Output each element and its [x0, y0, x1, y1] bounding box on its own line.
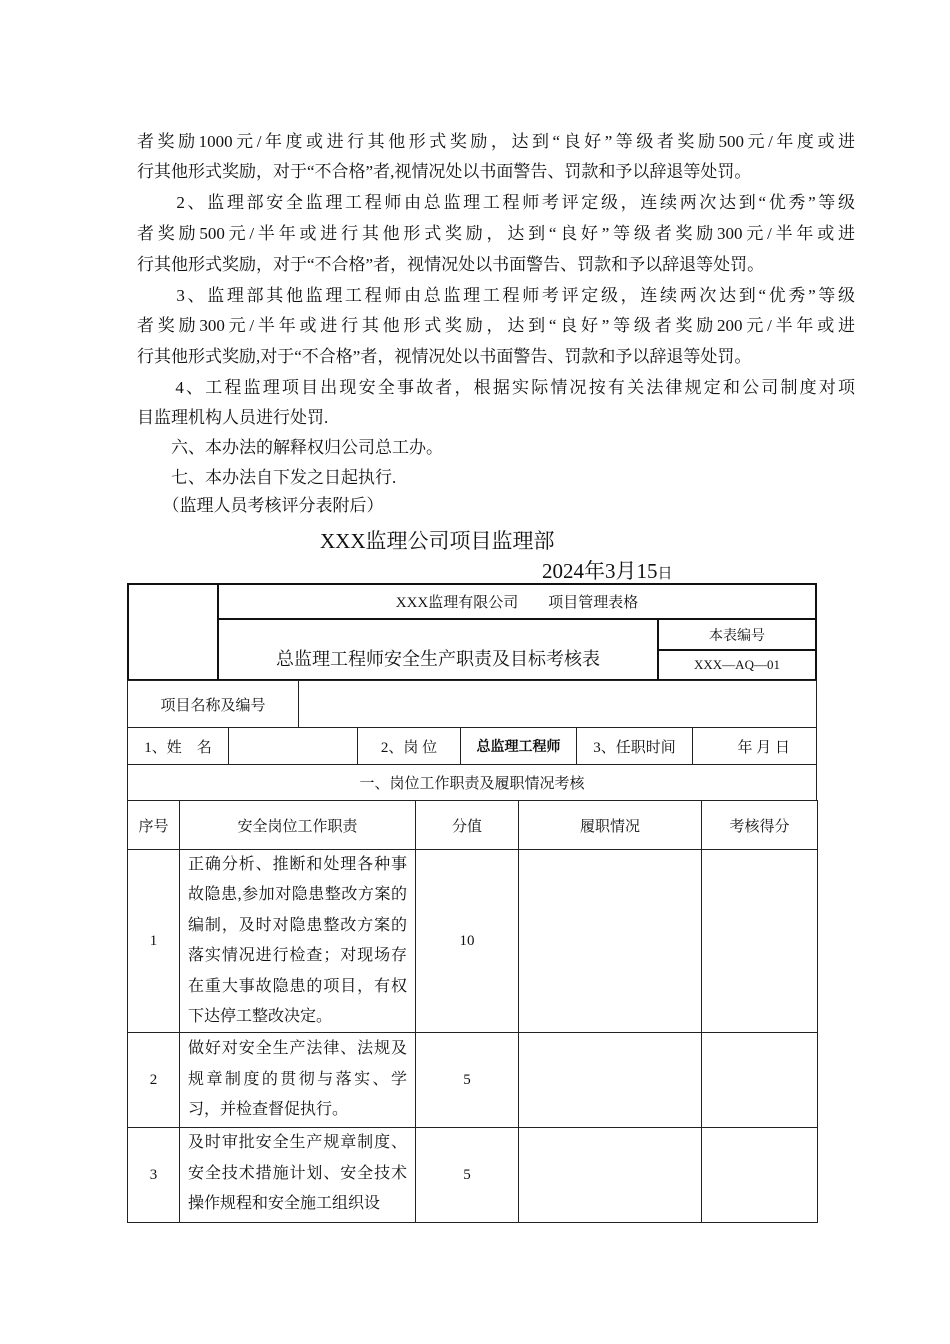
- header-result: 考核得分: [701, 800, 818, 850]
- row-no: 1: [127, 849, 180, 1033]
- row-score: 5: [415, 1032, 519, 1128]
- row-duty: 正确分析、推断和处理各种事故隐患,参加对隐患整改方案的编制，及时对隐患整改方案的落实情况进行检查；对现场存在重大事故隐患的项目，有权下达停工整改决定。: [179, 849, 416, 1033]
- tenure-value[interactable]: 年 月 日: [692, 727, 817, 765]
- name-input[interactable]: [228, 727, 358, 765]
- header-no: 序号: [127, 800, 180, 850]
- header-score: 分值: [415, 800, 519, 850]
- logo-cell: [127, 583, 219, 681]
- paragraph-line: 行其他形式奖励，对于“不合格”者，视情况处以书面警告、罚款和予以辞退等处罚。: [137, 255, 765, 274]
- project-input[interactable]: [298, 680, 817, 728]
- row-performance[interactable]: [518, 1032, 702, 1128]
- post-label: 2、岗 位: [357, 727, 461, 765]
- paragraph-line: 六、本办法的解释权归公司总工办。: [137, 438, 443, 457]
- row-result[interactable]: [701, 1127, 818, 1223]
- company-cell: XXX监理有限公司 项目管理表格: [217, 583, 817, 620]
- section-title: 一、岗位工作职责及履职情况考核: [127, 764, 817, 801]
- paragraph-line: 者奖励1000元/年度或进行其他形式奖励，达到“良好”等级者奖励500元/年度或进: [137, 132, 855, 151]
- row-score: 5: [415, 1127, 519, 1223]
- form-title: [217, 618, 659, 681]
- row-no: 2: [127, 1032, 180, 1128]
- date-suffix: 日: [657, 566, 673, 582]
- paragraph-line: 目监理机构人员进行处罚.: [137, 408, 329, 427]
- row-duty: 做好对安全生产法律、法规及规章制度的贯彻与落实、学习，并检查督促执行。: [179, 1032, 416, 1128]
- header-performance: 履职情况: [518, 800, 702, 850]
- row-performance[interactable]: [518, 849, 702, 1033]
- date: [542, 555, 673, 585]
- paragraph-line: （监理人员考核评分表附后）: [137, 496, 384, 515]
- paragraph-line: 4、工程监理项目出现安全事故者，根据实际情况按有关法律规定和公司制度对项: [137, 378, 855, 397]
- paragraph-line: 者奖励500元/半年或进行其他形式奖励，达到“良好”等级者奖励300元/半年或进: [137, 224, 855, 243]
- post-value: 总监理工程师: [460, 727, 577, 765]
- row-result[interactable]: [701, 849, 818, 1033]
- paragraph-line: 行其他形式奖励,对于“不合格”者，视情况处以书面警告、罚款和予以辞退等处罚。: [137, 347, 752, 366]
- row-result[interactable]: [701, 1032, 818, 1128]
- paragraph-line: 3、监理部其他监理工程师由总监理工程师考评定级，连续两次达到“优秀”等级: [137, 286, 855, 305]
- row-score: 10: [415, 849, 519, 1033]
- tenure-label: 3、任职时间: [576, 727, 693, 765]
- row-duty: 及时审批安全生产规章制度、安全技术措施计划、安全技术操作规程和安全施工组织设: [179, 1127, 416, 1223]
- paragraph-line: 2、监理部安全监理工程师由总监理工程师考评定级，连续两次达到“优秀”等级: [137, 193, 855, 212]
- date-text: 2024年3月15: [542, 559, 658, 583]
- code-label: 本表编号: [657, 618, 817, 651]
- heading: XXX监理公司项目监理部: [320, 529, 555, 553]
- form-title-text: 总监理工程师安全生产职责及目标考核表: [276, 649, 600, 669]
- name-label: 1、姓 名: [127, 727, 229, 765]
- paragraph-line: 者奖励300元/半年或进行其他形式奖励，达到“良好”等级者奖励200元/半年或进: [137, 316, 855, 335]
- header-duty: 安全岗位工作职责: [179, 800, 416, 850]
- row-no: 3: [127, 1127, 180, 1223]
- paragraph-line: 行其他形式奖励，对于“不合格”者,视情况处以书面警告、罚款和予以辞退等处罚。: [137, 162, 752, 181]
- row-performance[interactable]: [518, 1127, 702, 1223]
- code-value: XXX—AQ—01: [657, 649, 817, 681]
- project-label: 项目名称及编号: [127, 680, 299, 728]
- paragraph-line: 七、本办法自下发之日起执行.: [137, 468, 397, 487]
